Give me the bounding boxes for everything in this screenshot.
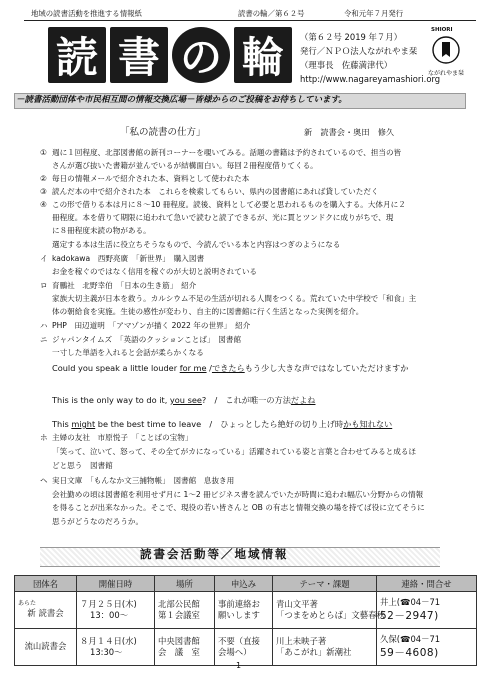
masthead-char-3: の — [172, 27, 230, 83]
article-line: お金を稼ぐのではなく信用を稼ぐのが大切と説明されている — [52, 267, 258, 276]
english-example — [52, 396, 315, 404]
group-cell: 流山読書会 — [15, 629, 77, 666]
list-marker: ハ — [40, 321, 48, 330]
article-line: 選定する本は生活に役立ちそうなもので、今読んでいる本と内容はつぎのようになる — [52, 240, 341, 249]
place-cell: 中央図書館 会 議 室 — [155, 629, 215, 666]
english-example-part: もう少し大きな声ではなしていただけますか — [244, 363, 409, 373]
article-title: 「私の読書の仕方」 — [120, 127, 206, 138]
col-header-datetime: 開催日時 — [77, 576, 155, 592]
header-org-line: 地域の読書活動を推進する情報紙 — [31, 9, 142, 18]
datetime-cell: ７月２５日(木) 13：00～ — [77, 592, 155, 629]
apply-cell: 不要（直接 会場へ） — [215, 629, 273, 666]
article-line: さんが選び抜いた書籍が並んでいるが結構面白い。毎回２冊程度借りてくる。 — [52, 161, 318, 170]
logo-subtext: ながれやま栞 — [428, 70, 465, 77]
header-date: 令和元年７月発行 — [344, 9, 404, 18]
masthead-char-2: 書 — [110, 27, 168, 83]
list-marker: イ — [40, 254, 48, 263]
table-row — [15, 592, 477, 629]
article-line: 体の朝給食を実施。生徒の感性が変わり、自主的に図書館に行く生活となった実例を紹介。 — [52, 307, 364, 316]
article-line: 育鵬社 北野幸伯 「日本の生き筋」 紹介 — [52, 281, 197, 290]
english-example-part: be the best time to leave / ひょっとしたら絶好の切り上げ時 — [95, 419, 344, 429]
place-cell: 北部公民館 第１会議室 — [155, 592, 215, 629]
article-line: 会社勤めの頃は図書館を利用せず月に 1～2 冊ビジネス書を読んでいたが時間に追われ幅広い分野からの情報 — [52, 490, 424, 499]
masthead-char-4: 輪 — [234, 27, 292, 83]
section-title: 読書会活動等／地域情報 — [140, 547, 289, 561]
article-line: 主婦の友社 市原悦子 「ことばの宝物」 — [52, 433, 193, 442]
header-paper-number: 読書の輪／第６２号 — [238, 9, 305, 18]
banner-text: －読書活動団体や市民相互間の情報交換広場－皆様からのご投稿をお待ちしています。 — [16, 95, 347, 105]
col-header-place: 場所 — [155, 576, 215, 592]
list-marker: ヘ — [40, 476, 48, 485]
masthead-char-1: 読 — [48, 27, 106, 83]
list-marker: ホ — [40, 433, 48, 442]
list-marker: ② — [40, 174, 47, 183]
article-line: 思うがどうなのだろうか。 — [52, 517, 144, 526]
english-example-part: you see — [169, 395, 202, 405]
page-number: 1 — [236, 661, 242, 670]
article-line: 冊程度。本を借りて期限に追われて急いで読むと読了できるが、光に貫とツンドクに成りがちで、現 — [52, 213, 394, 222]
col-header-theme: テーマ・課題 — [273, 576, 377, 592]
header-rule — [24, 20, 476, 21]
list-marker: ④ — [40, 200, 47, 209]
article-line: どと思う 図書館 — [52, 461, 113, 470]
events-table — [14, 575, 477, 666]
logo-text: SHIORI — [431, 27, 453, 33]
contact-cell: 井上(☎04－71 52－2947) — [377, 592, 477, 629]
issue-info: （第６２号 2019 年７月） — [300, 32, 403, 42]
article-line: 「笑って、泣いて、怒って、その全てがカになっている」活躍されている姿と言葉と合わせてみると成るほ — [52, 447, 417, 456]
article-line: 毎日の情報メールで紹介された本、資料として使われた本 — [52, 174, 250, 183]
article-line: kadokawa 西野亮廣 「新世界」 購入図書 — [52, 254, 205, 263]
group-cell: あらた 新 読書会 — [15, 592, 77, 629]
list-marker: ③ — [40, 187, 47, 196]
apply-cell: 事前連絡お 願いします — [215, 592, 273, 629]
publisher: 発行／ＮＰＯ法人ながれやま栞 — [300, 46, 418, 56]
website-url[interactable]: http://www.nagareyamashiori.org — [300, 74, 441, 84]
english-example — [52, 420, 392, 428]
article-line: 実日文庫 「もんなか文三捕物帳」 図書館 息抜き用 — [52, 476, 235, 485]
english-example-part: for me — [179, 363, 207, 373]
theme-cell: 青山文平著 「つまをめとらば」文藝春秋 — [273, 592, 377, 629]
article-line: に８冊程度未読の物がある。 — [52, 226, 151, 235]
theme-cell: 川上未映子著 「あこがれ」新潮社 — [273, 629, 377, 666]
article-line: 読んだ本の中で紹介された本 これらを検索してもらい、県内の図書館にあれば貸していただく — [52, 187, 379, 196]
article-line: PHP 田辺道明 「アマゾンが描く 2022 年の世界」 紹介 — [52, 321, 251, 330]
english-example-part: できたら — [211, 363, 245, 373]
list-marker: ① — [40, 148, 47, 157]
english-example-part: / — [206, 363, 212, 373]
table-header-row — [15, 576, 477, 592]
chairperson: （理事長 佐藤満津代） — [300, 60, 393, 70]
article-line: ジャパンタイムズ 「英語のクッションことば」 図書館 — [52, 335, 242, 344]
article-line: 週に１回程度、北部図書館の新刊コーナーを覗いてみる。話題の書籍は予約されているので、担当の皆 — [52, 148, 402, 157]
article-line: を得ることが出来なかった。そこで、現役の若い皆さんと OB の有志と情報交換の場を持てば役に立てそうに — [52, 503, 425, 512]
list-marker: ニ — [40, 335, 48, 344]
english-example-part: だよね — [290, 395, 316, 405]
datetime-cell: ８月１４日(水) 13:30～ — [77, 629, 155, 666]
col-header-apply: 申込み — [215, 576, 273, 592]
english-example-part: This — [52, 419, 72, 429]
list-marker: ロ — [40, 281, 48, 290]
table-row — [15, 629, 477, 666]
english-example-part: Could you speak a little louder — [52, 363, 180, 373]
english-example — [52, 364, 408, 372]
article-line: 家族大切主義が日本を救う。カルシウム不足の生活が切れる人間をつくる。荒れていた中学校で「和食」主 — [52, 294, 417, 303]
article-line: この形で借りる本は月に８～10 冊程度。読後、資料として必要と思われるものを購入する。大体月に２ — [52, 200, 406, 209]
english-example-part: ? / これが唯一の方法 — [201, 395, 291, 405]
contact-cell: 久保(☎04－71 59－4608) — [377, 629, 477, 666]
col-header-contact: 連絡・問合せ — [377, 576, 477, 592]
shiori-logo — [428, 27, 464, 70]
col-header-group: 団体名 — [15, 576, 77, 592]
english-example-part: might — [71, 419, 96, 429]
english-example-part: This is the only way to do it, — [52, 395, 170, 405]
article-line: 一寸した単語を入れると会話が柔らかくなる — [52, 348, 204, 357]
article-author: 新 読書会・奥田 修久 — [304, 127, 395, 137]
english-example-part: かも知れない — [343, 419, 393, 429]
